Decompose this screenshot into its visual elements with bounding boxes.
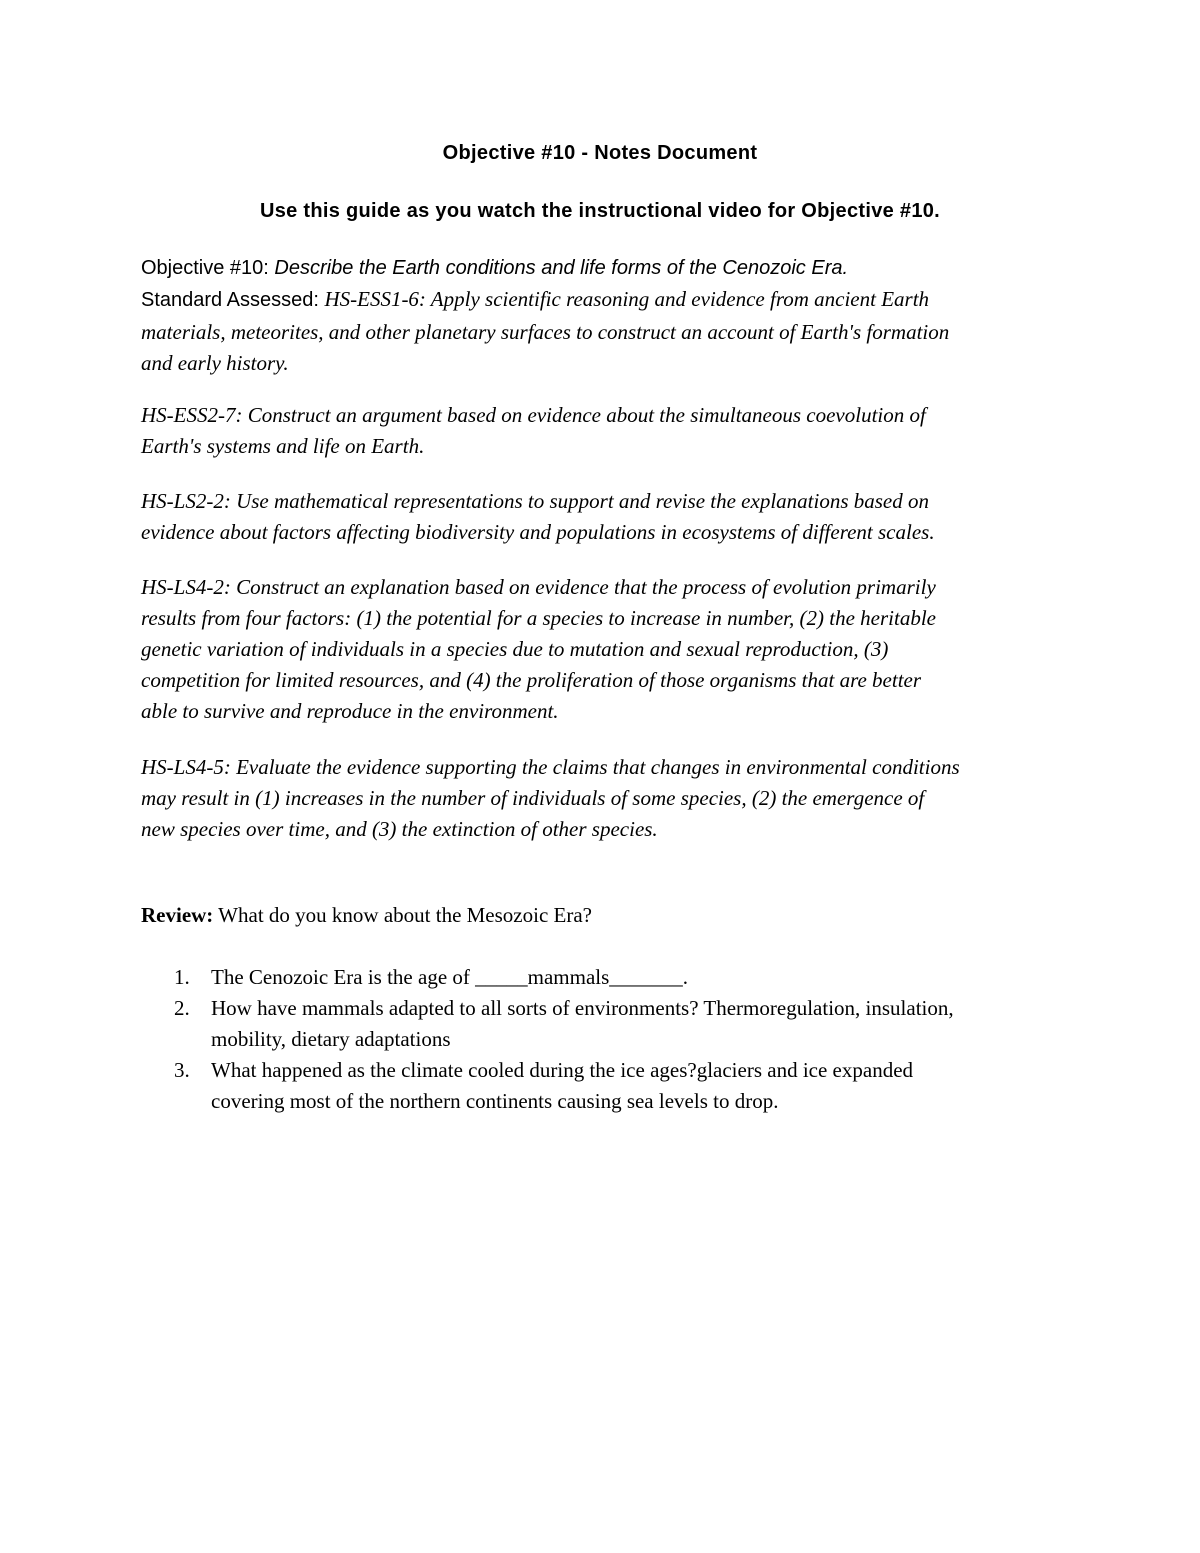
objective-text: Describe the Earth conditions and life forms of the Cenozoic Era. [274,257,849,279]
standard-line: and early history. [141,351,289,375]
standard-label: Standard Assessed: [141,289,325,311]
list-item-number: 1. [174,965,190,989]
standard-first-line: HS-ESS1-6: Apply scientific reasoning and evidence from ancient Earth [324,287,930,311]
standard-line: HS-LS4-5: Evaluate the evidence supporting the claims that changes in environmental conditions [141,755,960,779]
standard-hs-ess2-7 [141,400,1071,462]
list-item-text: covering most of the northern continents causing sea levels to drop. [211,1089,779,1113]
standard-line: HS-LS4-2: Construct an explanation based on evidence that the process of evolution primarily [141,575,936,599]
standard-line: HS-LS2-2: Use mathematical representations to support and revise the explanations based on [141,489,929,513]
list-item-text: mobility, dietary adaptations [211,1027,451,1051]
standard-assessed [141,284,1071,379]
standard-line: results from four factors: (1) the potential for a species to increase in number, (2) the heritable [141,606,936,630]
review-question: What do you know about the Mesozoic Era? [213,903,592,927]
document-subtitle: Use this guide as you watch the instructional video for Objective #10. [259,200,941,222]
objective-label: Objective #10: [141,257,275,279]
list-item-text: How have mammals adapted to all sorts of environments? Thermoregulation, insulation, [211,996,954,1020]
standard-hs-ls4-2 [141,572,1071,727]
standard-line: competition for limited resources, and (4) the proliferation of those organisms that are better [141,668,922,692]
standard-line: genetic variation of individuals in a species due to mutation and sexual reproduction, (3) [141,637,889,661]
document-title: Objective #10 - Notes Document [442,142,758,164]
standard-hs-ls2-2 [141,486,1071,548]
standard-line: HS-ESS2-7: Construct an argument based on evidence about the simultaneous coevolution of [141,403,926,427]
standard-line: evidence about factors affecting biodiversity and populations in ecosystems of different scales. [141,520,935,544]
review-line [141,900,592,931]
objective-line [141,253,1071,285]
list-item-number: 3. [174,1058,190,1082]
standard-line: Earth's systems and life on Earth. [141,434,425,458]
standard-line: materials, meteorites, and other planetary surfaces to construct an account of Earth's formation [141,320,950,344]
standard-line: able to survive and reproduce in the environment. [141,699,559,723]
standard-line: may result in (1) increases in the number of individuals of some species, (2) the emergence of [141,786,925,810]
list-item-text: The Cenozoic Era is the age of _____mammals_______. [211,965,689,989]
standard-line: new species over time, and (3) the extinction of other species. [141,817,658,841]
list-item-number: 2. [174,996,190,1020]
list-item-text: What happened as the climate cooled during the ice ages?glaciers and ice expanded [211,1058,914,1082]
review-label: Review: [141,903,214,927]
standard-hs-ls4-5 [141,752,1071,845]
